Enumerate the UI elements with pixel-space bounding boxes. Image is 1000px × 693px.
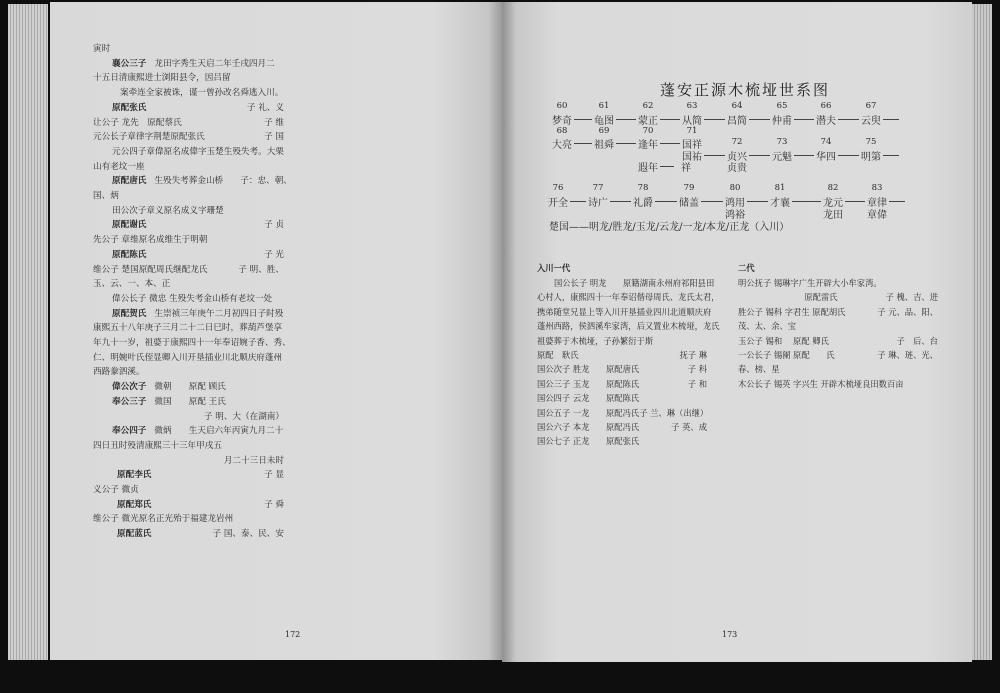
children-list: 子 国 [264, 132, 284, 143]
generation-number: 77 [592, 183, 604, 193]
text-line [93, 191, 284, 202]
entry-text: 微朝 原配 顾氏 [154, 382, 226, 393]
children-list: 子 舜 [264, 499, 284, 510]
children-list: 子 英、成 [671, 422, 707, 432]
entry-text: 山有老坟一座 [93, 161, 145, 172]
member-name: 遐年 [638, 163, 658, 174]
text-line [738, 350, 938, 361]
text-line [93, 323, 284, 334]
lineage-connector [794, 155, 814, 156]
member-name: 国祥 [682, 140, 702, 151]
entry-text: 让公子 龙先 原配蔡氏 [93, 117, 182, 128]
text-line [93, 265, 284, 276]
text-line [537, 408, 707, 419]
text-line [93, 88, 284, 99]
page-number-left: 172 [285, 630, 301, 639]
text-line [738, 278, 938, 289]
children-list: 子 显 [264, 470, 284, 481]
text-line [93, 294, 284, 305]
page-edges-left [8, 4, 48, 660]
text-line [93, 176, 292, 187]
entry-text: 胜公子 锡科 字君生 原配胡氏 [738, 306, 846, 317]
text-line [537, 379, 707, 390]
text-line [738, 321, 938, 332]
text-line [537, 306, 712, 318]
page-title: 蓬安正源木梳垭世系图 [659, 81, 830, 99]
member-name: 潜夫 [816, 116, 836, 127]
entry-text: 四日丑时殁清康熙三十三年甲戌五 [93, 440, 222, 451]
member-name: 鸿用 [725, 198, 745, 209]
section-heading: 二代 [738, 263, 755, 273]
member-name: 从简 [682, 116, 702, 127]
generation-number: 71 [686, 126, 698, 136]
generation-number: 72 [731, 137, 743, 147]
entry-text: 木公长子 锡英 字兴生 开辟木梳垭良田数百亩 [738, 378, 904, 389]
text-line [93, 426, 284, 437]
member-name: 龟图 [594, 116, 614, 127]
entry-text: 祖婆葬于木梳垭，子孙繁衍于斯 [537, 335, 654, 346]
generation-number: 68 [556, 126, 568, 136]
member-name: 龙元 [823, 198, 843, 209]
member-name: 逢年 [638, 140, 658, 151]
entry-text: 心村人，康熙四十一年奉诏偕母周氏、龙氏太君， [537, 292, 720, 303]
lineage-connector [883, 155, 899, 156]
lineage-connector [889, 201, 905, 202]
lineage-connector [704, 155, 725, 156]
lineage-connector [570, 201, 586, 202]
generation-number: 69 [598, 126, 610, 136]
text-line [93, 353, 284, 364]
text-line [537, 350, 707, 361]
lineage-connector [794, 119, 814, 120]
entry-text: 西路豢泗溪。 [93, 367, 145, 378]
generation-number: 79 [683, 183, 695, 193]
lineage-connector [749, 119, 770, 120]
generation-number: 76 [552, 183, 564, 193]
entry-text: 元公长子章律字荆楚原配张氏 [93, 132, 205, 143]
generation-number: 81 [774, 183, 786, 193]
entry-heading: 襄公三子 [112, 58, 147, 69]
entry-text: 国公三子 玉龙 原配陈氏 [537, 378, 640, 389]
generation-number: 73 [776, 137, 788, 147]
lineage-connector [616, 143, 636, 144]
text-line [93, 206, 284, 217]
entry-text: 先公子 章维原名成维生于明朝 [93, 235, 208, 246]
children-list: 子 贞 [264, 220, 284, 231]
entry-text: 维公子 楚国原配周氏继配龙氏 [93, 264, 208, 275]
text-line [93, 73, 284, 84]
member-name: 贞贵 [727, 163, 747, 174]
children-list: 子 光 [264, 249, 284, 260]
generation-number: 62 [642, 101, 654, 111]
lineage-connector [747, 201, 768, 202]
member-name: 大亮 [552, 140, 572, 151]
text-line [93, 441, 284, 452]
children-list: 子 礼、义 [246, 102, 284, 113]
text-line [537, 422, 707, 433]
member-name: 诗广 [588, 198, 608, 209]
lineage-connector [701, 201, 723, 202]
entry-text: 国公四子 云龙 原配陈氏 [537, 393, 640, 404]
text-line [537, 393, 707, 404]
member-name: 章律 [867, 198, 887, 209]
lineage-connector [616, 119, 636, 120]
children-list: 子 槐、吉、进 [885, 292, 938, 303]
text-line [93, 250, 284, 261]
text-line [537, 278, 724, 289]
entry-heading: 原配张氏 [112, 102, 147, 113]
entry-text: 携弟随堂兄显上等入川开垦插业四川北道顺庆府 [537, 306, 712, 317]
entry-text: 国公六子 本龙 原配冯氏 [537, 422, 640, 432]
children-list: 子 明、胜、 [238, 264, 284, 275]
text-line [93, 132, 284, 143]
entry-heading: 原配郑氏 [117, 499, 152, 510]
text-line [537, 321, 720, 332]
entry-text: 国公长子 明龙 原籍湖南永州府祁阳县田 [554, 278, 715, 288]
generation-number: 67 [865, 101, 877, 111]
text-line [537, 336, 707, 347]
text-line [93, 279, 284, 290]
lineage-connector [660, 119, 680, 120]
children-list: 子 琳、琏、光、 [877, 350, 938, 360]
lineage-connector [883, 119, 899, 120]
children-list: 子 元、品、阳、 [877, 306, 938, 317]
text-line [93, 338, 291, 349]
entry-heading: 原配李氏 [117, 470, 152, 481]
text-line [93, 235, 284, 246]
entry-text: 仁、明婉叶氏侄显卿入川开垦插业川北顺庆府蓬州 [93, 352, 283, 363]
lineage-connector [655, 201, 677, 202]
entry-text: 一公长子 锡阑 原配 氏 [738, 350, 835, 360]
text-line [537, 292, 720, 303]
member-name: 昌简 [727, 116, 747, 127]
children-list: 子 明、大（在湖南） [203, 411, 284, 422]
lineage-connector [838, 155, 859, 156]
text-line [93, 147, 284, 158]
text-line [93, 367, 284, 378]
entry-heading: 原配贺氏 [112, 308, 147, 319]
entry-text: 明公抚子 锡琳字广生开辟大小牟家湾。 [738, 278, 882, 288]
entry-text: 国、炳 [93, 191, 119, 201]
lineage-connector [660, 143, 680, 144]
entry-text: 龙田字秀生天启二年壬戌四月二 [154, 58, 275, 69]
text-line [93, 162, 284, 173]
entry-text: 国公五子 一龙 原配冯氏 [537, 407, 640, 418]
text-line [738, 336, 938, 347]
member-name: 蒙正 [638, 116, 658, 127]
children-list: 抚子 琳 [679, 350, 707, 360]
member-name: 才襄 [770, 198, 790, 209]
children-list: 月二十三日未时 [223, 455, 284, 466]
text-line [93, 529, 284, 540]
generation-number: 65 [776, 101, 788, 111]
text-line [93, 220, 284, 231]
entry-heading: 奉公三子 [112, 396, 147, 407]
text-line [738, 379, 938, 390]
entry-text: 玉公子 锡和 原配 卿氏 [738, 335, 829, 346]
entry-text: 偉公长子 微忠 生殁失考金山桥有老坟一处 [112, 293, 273, 304]
children-list: 子 和 [687, 378, 707, 389]
lineage-connector [792, 201, 821, 202]
entry-text: 原配 耿氏 [537, 350, 579, 360]
member-name: 鸿裕 [725, 210, 745, 221]
entry-text: 维公子 微光原名正光殆于福建龙岩州 [93, 514, 234, 525]
member-name: 明第 [861, 152, 881, 163]
entry-heading: 原配谢氏 [112, 220, 147, 231]
text-line [537, 364, 707, 375]
generation-number: 60 [556, 101, 568, 111]
children-list: 子 国、泰、民、安 [212, 529, 284, 540]
generation-number: 74 [820, 137, 832, 147]
entry-text: 十五日清康熙进士浏阳县令，因吕留 [93, 73, 231, 84]
entry-text: 生崇祯三年庚午二月初四日子时殁 [154, 308, 284, 319]
text-line [537, 436, 707, 447]
text-line [93, 456, 284, 467]
text-line [93, 412, 284, 423]
generation-number: 78 [637, 183, 649, 193]
member-name: 祖舜 [594, 140, 614, 151]
text-line [93, 485, 284, 496]
lineage-connector [574, 143, 592, 144]
lineage-connector [704, 119, 725, 120]
section-heading: 入川一代 [537, 263, 571, 273]
generation-number: 80 [729, 183, 741, 193]
member-name: 祥 [681, 163, 691, 174]
text-line [93, 103, 284, 114]
member-name: 国祐 [682, 152, 702, 163]
generation-number: 61 [598, 101, 610, 111]
generation-number: 82 [827, 183, 839, 193]
text-line [738, 364, 938, 375]
member-name: 开全 [548, 198, 568, 209]
entry-text: 微国 原配 王氏 [154, 396, 226, 407]
text-line [93, 397, 284, 408]
entry-text: 田公次子章义原名成义字珊楚 [112, 205, 224, 216]
entry-text: 康熙五十八年庚子三月二十二日巳时，葬葫芦堡享 [93, 323, 283, 334]
entry-text: 茂、太、余、宝 [738, 321, 797, 332]
lineage-connector [749, 155, 770, 156]
entry-heading: 奉公四子 [112, 426, 147, 437]
member-name: 仲甫 [772, 116, 792, 127]
generation-number: 70 [642, 126, 654, 136]
member-name: 元魁 [772, 152, 792, 163]
entry-text: 微炳 生天启六年丙寅九月二十 [154, 426, 284, 437]
entry-text: 生殁失考葬金山桥 子：忠、朝、 [154, 176, 292, 187]
children-list: 子 维 [264, 117, 284, 128]
generation-number: 64 [731, 101, 743, 111]
text-line [93, 118, 284, 129]
chuguo-line: 楚国——明龙/胜龙/玉龙/云龙/一龙/本龙/正龙（入川） [549, 222, 790, 233]
member-name: 梦奇 [552, 116, 572, 127]
entry-text: 原配雷氏 [738, 292, 838, 303]
member-name: 储盖 [679, 198, 699, 209]
generation-number: 83 [871, 183, 883, 193]
text-line [93, 500, 284, 511]
generation-number: 75 [865, 137, 877, 147]
text-line [93, 470, 284, 481]
text-line [93, 44, 284, 55]
entry-heading: 原配蓝氏 [117, 529, 152, 540]
page-number-right: 173 [722, 630, 738, 639]
text-line [93, 309, 284, 320]
member-name: 贞兴 [727, 152, 747, 163]
generation-number: 63 [686, 101, 698, 111]
text-line [93, 59, 284, 70]
member-name: 云臾 [861, 116, 881, 127]
entry-text: 蓬州西路，侯泗溪牟家湾，后又置业木梳垭，龙氏 [537, 321, 720, 332]
entry-text: 国公次子 胜龙 原配唐氏 [537, 364, 640, 375]
children-list: 子 科 [687, 364, 707, 375]
entry-text: 寅时 [93, 44, 111, 54]
text-line [738, 307, 938, 318]
lineage-connector [574, 119, 592, 120]
text-line [93, 514, 284, 525]
lineage-connector [610, 201, 631, 202]
entry-text: 义公子 微贞 [93, 485, 139, 495]
lineage-connector [845, 201, 865, 202]
lineage-connector [660, 166, 674, 167]
generation-number: 66 [820, 101, 832, 111]
text-line [93, 382, 284, 393]
entry-text: 春、榜、星 [738, 364, 780, 375]
children-list: 子 后、台 [896, 335, 938, 346]
entry-text: 案牵连全家被诛，谨一曾孙改名舜逃入川。 [120, 88, 284, 99]
entry-text: 国公七子 正龙 原配张氏 [537, 436, 640, 447]
entry-heading: 原配陈氏 [112, 249, 147, 260]
lineage-connector [838, 119, 859, 120]
member-name: 章偉 [867, 210, 887, 221]
member-name: 华四 [816, 152, 836, 163]
entry-text: 玉、云、一、本、正 [93, 279, 171, 290]
member-name: 龙田 [823, 210, 843, 221]
member-name: 礼爵 [633, 198, 653, 209]
entry-heading: 原配唐氏 [112, 176, 147, 187]
children-list: 子 兰、琳（出继） [639, 407, 709, 418]
entry-heading: 偉公次子 [112, 382, 147, 393]
text-line [738, 292, 938, 303]
entry-text: 元公四子章偉原名成偉字玉楚生殁失考。大栗 [112, 146, 284, 157]
entry-text: 年九十一岁，祖婆于康熙四十一年奉诏婉子香、秀、 [93, 338, 291, 348]
